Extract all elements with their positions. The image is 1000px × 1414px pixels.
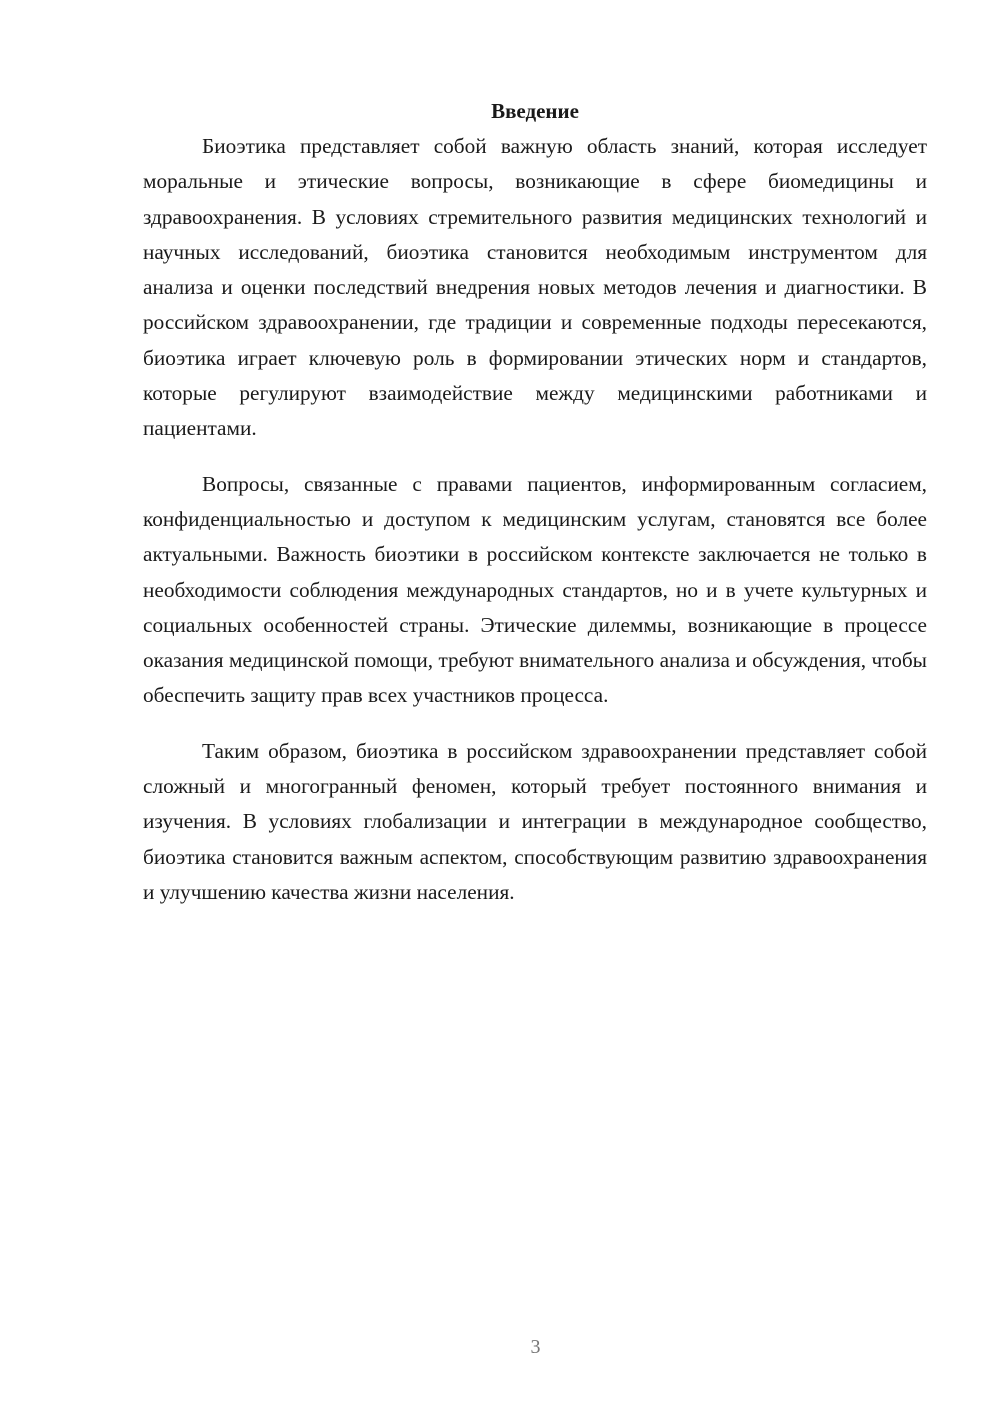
- paragraph-1: Биоэтика представляет собой важную область знаний, которая исследует моральные и этические вопросы, возникающие в сфере биомедицины и здравоохранения. В условиях стремительного развития медицинских технологий и научных исследований, биоэтика становится необходимым инструментом для анализа и оценки последствий внедрения новых методов лечения и диагностики. В российском здравоохранении, где традиции и современные подходы пересекаются, биоэтика играет ключевую роль в формировании этических норм и стандартов, которые регулируют взаимодействие между медицинскими работниками и пациентами.: [143, 134, 927, 441]
- page-content: [143, 93, 927, 930]
- paragraph-3: Таким образом, биоэтика в российском здравоохранении представляет собой сложный и многогранный феномен, который требует постоянного внимания и изучения. В условиях глобализации и интеграции в международное сообщество, биоэтика становится важным аспектом, способствующим развитию здравоохранения и улучшению качества жизни населения.: [143, 738, 927, 904]
- page-number: 3: [530, 1336, 541, 1358]
- paragraph-2: Вопросы, связанные с правами пациентов, информированным согласием, конфиденциальностью и доступом к медицинским услугам, становятся все более актуальными. Важность биоэтики в российском контексте заключается не только в необходимости соблюдения международных стандартов, но и в учете культурных и социальных особенностей страны. Этические дилеммы, возникающие в процессе оказания медицинской помощи, требуют внимательного анализа и обсуждения, чтобы обеспечить защиту прав всех участников процесса.: [143, 471, 927, 708]
- section-heading: Введение: [491, 99, 579, 123]
